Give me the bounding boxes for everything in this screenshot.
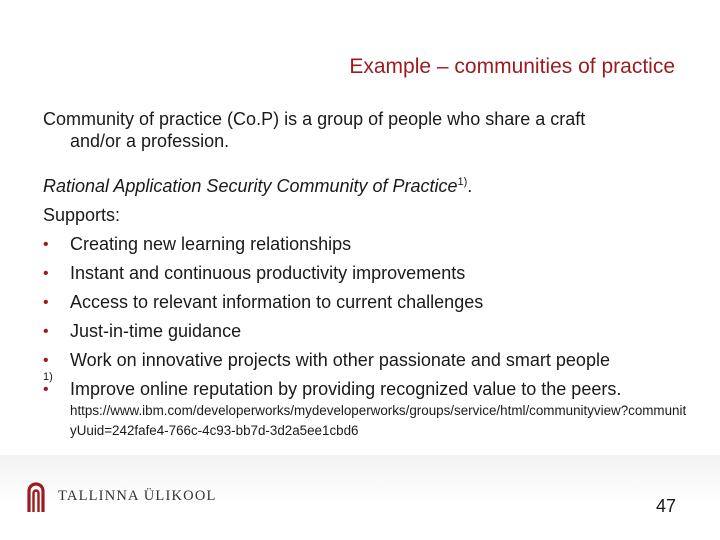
rasc-period: . — [467, 176, 473, 196]
intro-line-1: Community of practice (Co.P) is a group of people who share a craft — [43, 109, 586, 129]
list-item-text: Creating new learning relationships — [70, 234, 352, 254]
slide-title: Example – communities of practice — [349, 55, 675, 78]
bullet-icon: • — [43, 352, 49, 369]
list-item — [43, 317, 703, 346]
supports-list — [43, 230, 703, 404]
tallinn-university-logo-icon — [26, 479, 46, 513]
list-item — [43, 288, 703, 317]
rasc-label: Rational Application Security Community of Practice — [43, 176, 458, 196]
page-number: 47 — [655, 496, 676, 516]
supports-label: Supports: — [43, 205, 121, 225]
footnote-marker: 1) — [43, 371, 53, 383]
bullet-icon: • — [43, 265, 49, 282]
list-item — [43, 230, 703, 259]
logo-text: TALLINNA ÜLIKOOL — [58, 487, 217, 504]
list-item-text: Access to relevant information to current challenges — [70, 292, 484, 312]
supports-section — [43, 172, 703, 404]
rasc-heading — [43, 172, 703, 201]
list-item-text: Instant and continuous productivity improvements — [70, 263, 466, 283]
bullet-icon: • — [43, 381, 49, 398]
footnote-link[interactable]: https://www.ibm.com/developerworks/mydeveloperworks/groups/service/html/communityview?communityUuid=242fafe4-766c-4c93-bb7d-3d2a5ee1cbd6 — [70, 403, 687, 438]
bullet-icon: • — [43, 236, 49, 253]
list-item-text: Improve online reputation by providing recognized value to the peers. — [70, 379, 622, 399]
intro-paragraph — [43, 108, 663, 152]
rasc-footnote-ref: 1) — [457, 176, 468, 188]
intro-line-2: and/or a profession. — [70, 131, 230, 151]
bullet-icon: • — [43, 323, 49, 340]
list-item — [43, 346, 703, 375]
university-logo — [26, 479, 217, 513]
list-item-text: Work on innovative projects with other passionate and smart people — [70, 350, 610, 370]
bullet-icon: • — [43, 294, 49, 311]
list-item-text: Just-in-time guidance — [70, 321, 242, 341]
list-item — [43, 259, 703, 288]
list-item — [43, 375, 703, 404]
